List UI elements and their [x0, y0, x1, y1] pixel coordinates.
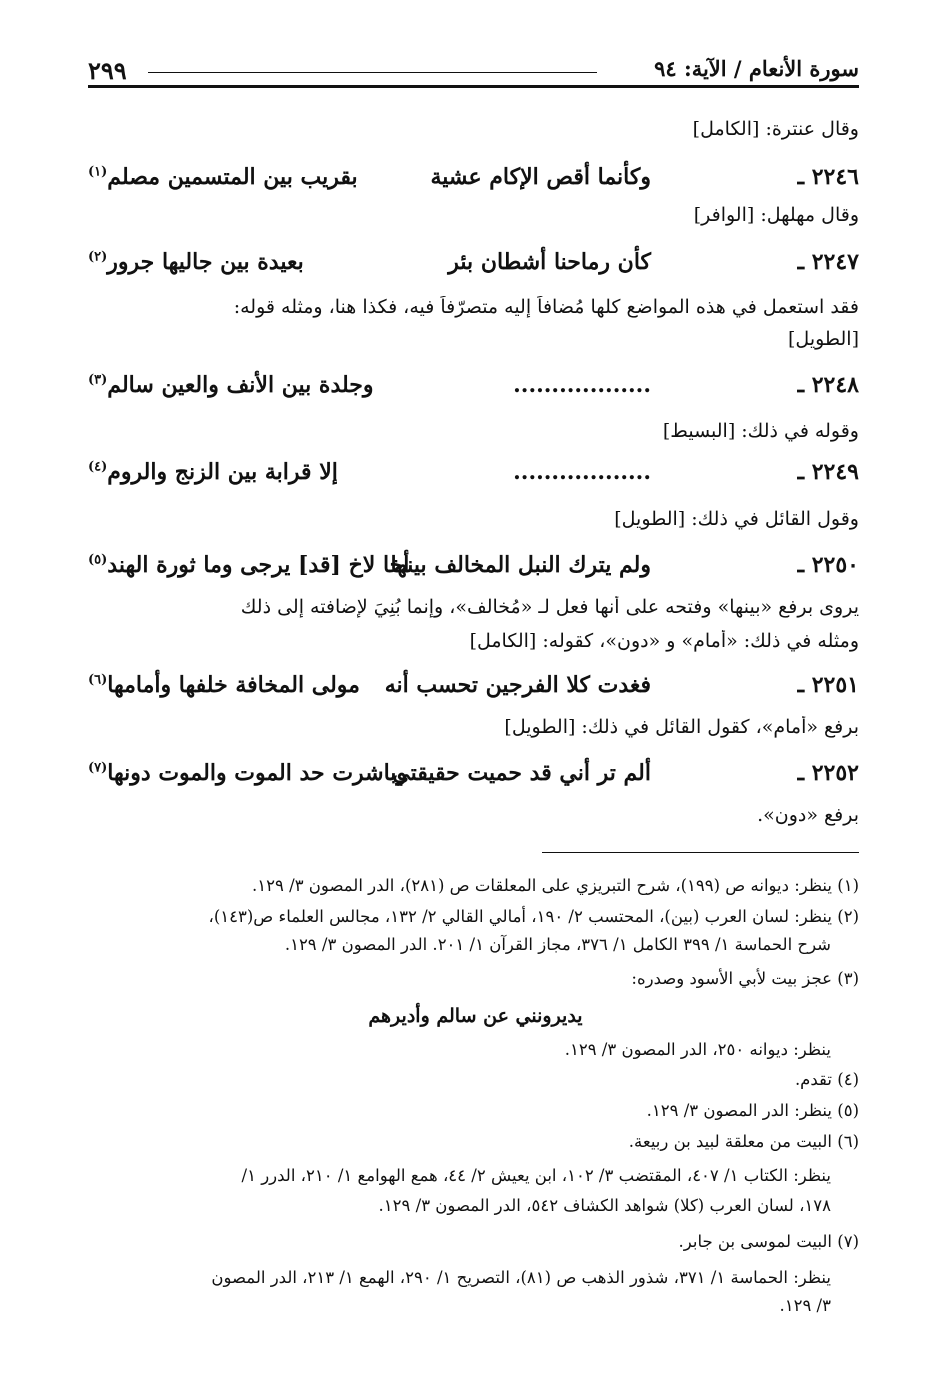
verse-second-hemistich — [88, 164, 358, 190]
page-number: ٢٩٩ — [88, 56, 127, 85]
verse-first-hemistich: ولم يترك النبل المخالف بينها — [390, 552, 651, 578]
footnote-marker: (٣) — [88, 372, 108, 388]
footnote-3-verse: يديرونني عن سالم وأديرهم — [368, 1005, 583, 1027]
header-title: سورة الأنعام / الآية: ٩٤ — [654, 56, 859, 81]
footnote-2: (٢) ينظر: لسان العرب (بين)، المحتسب ٢/ ١٩٠، أمالي القالي ٢/ ١٣٢، مجالس العلماء ص(١٤٣)، — [208, 907, 859, 926]
verse-first-hemistich: .................. — [513, 459, 651, 485]
verse-text: وجلدة بين الأنف والعين سالم — [107, 372, 374, 398]
footnote-3: (٣) عجز بيت لأبي الأسود وصدره: — [631, 969, 859, 988]
verse-number: ٢٢٤٨ ـ — [797, 372, 859, 398]
prose-line: برفع «أمام»، كقول القائل في ذلك: [الطويل] — [504, 716, 859, 738]
footnote-7: (٧) البيت لموسى بن جابر. — [678, 1232, 859, 1251]
verse-2247 — [88, 245, 859, 285]
footnote-marker: (٤) — [88, 459, 108, 475]
verse-second-hemistich — [88, 249, 304, 275]
prose-line: فقد استعمل في هذه المواضع كلها مُضافاً إليه متصرّفاً فيه، فكذا هنا، ومثله قوله: — [233, 296, 859, 318]
footnote-marker: (٥) — [88, 552, 108, 568]
verse-text: مولى المخافة خلفها وأمامها — [107, 672, 360, 698]
verse-first-hemistich: ألم تر أني قد حميت حقيقتي — [392, 760, 651, 786]
footnote-3-cont: ينظر: ديوانه ٢٥٠، الدر المصون ٣/ ١٢٩. — [564, 1040, 831, 1059]
verse-number: ٢٢٥١ ـ — [797, 672, 859, 698]
verse-first-hemistich: كأن رماحنا أشطان بئر — [448, 249, 651, 275]
verse-text: بقريب بين المتسمين مصلم — [107, 164, 358, 190]
footnote-6-cont: ينظر: الكتاب ١/ ٤٠٧، المقتضب ٣/ ١٠٢، ابن يعيش ٢/ ٤٤، همع الهوامع ١/ ٢١٠، الدرر ١/ — [241, 1166, 831, 1185]
prose-line: يروى برفع «بينها» وفتحه على أنها فعل لـ «مُخالف»، وإنما بُنِيَ لإضافته إلى ذلك — [240, 596, 859, 618]
verse-second-hemistich — [88, 552, 409, 578]
footnote-6-cont: ١٧٨، لسان العرب (كلا) شواهد الكشاف ٥٤٢، الدر المصون ٣/ ١٢٩. — [378, 1196, 831, 1215]
verse-text: بعيدة بين جاليها جرور — [107, 249, 304, 275]
verse-number: ٢٢٤٩ ـ — [797, 459, 859, 485]
header-rule — [88, 85, 859, 88]
verse-second-hemistich — [88, 760, 407, 786]
verse-number: ٢٢٥٠ ـ — [797, 552, 859, 578]
intro-line-2249: وقوله في ذلك: [البسيط] — [662, 420, 859, 442]
footnote-6: (٦) البيت من معلقة لبيد بن ربيعة. — [628, 1132, 859, 1151]
footnote-1: (١) ينظر: ديوانه ص (١٩٩)، شرح التبريزي على المعلقات ص (٢٨١)، الدر المصون ٣/ ١٢٩. — [252, 876, 859, 895]
prose-line: برفع «دون». — [757, 804, 859, 826]
verse-text: أخا لاخ [قد] يرجى وما ثورة الهند — [107, 552, 410, 578]
verse-2252 — [88, 756, 859, 796]
footnote-7-cont: ٣/ ١٢٩. — [779, 1296, 831, 1315]
verse-first-hemistich: فغدت كلا الفرجين تحسب أنه — [384, 672, 651, 698]
verse-first-hemistich: وكأنما أقص الإكام عشية — [430, 164, 651, 190]
verse-second-hemistich — [88, 372, 374, 398]
verse-number: ٢٢٤٦ ـ — [797, 164, 859, 190]
verse-second-hemistich — [88, 459, 338, 485]
footnote-2-cont: شرح الحماسة ١/ ٣٩٩ الكامل ١/ ٣٧٦، مجاز القرآن ١/ ٢٠١. الدر المصون ٣/ ١٢٩. — [284, 935, 831, 954]
verse-2250 — [88, 548, 859, 588]
verse-2251 — [88, 668, 859, 708]
intro-line-2246: وقال عنترة: [الكامل] — [692, 118, 859, 140]
intro-line-2247: وقال مهلهل: [الوافر] — [693, 204, 859, 226]
verse-number: ٢٢٤٧ ـ — [797, 249, 859, 275]
verse-first-hemistich: .................. — [513, 372, 651, 398]
footnote-4: (٤) تقدم. — [794, 1070, 859, 1089]
running-header — [88, 52, 859, 88]
prose-line: ومثله في ذلك: «أمام» و «دون»، كقوله: [الكامل] — [469, 630, 859, 652]
verse-2246 — [88, 160, 859, 200]
verse-text: وباشرت حد الموت والموت دونها — [107, 760, 408, 786]
verse-2248 — [88, 368, 859, 408]
verse-second-hemistich — [88, 672, 360, 698]
footnote-5: (٥) ينظر: الدر المصون ٣/ ١٢٩. — [646, 1101, 859, 1120]
footnote-marker: (٦) — [88, 672, 108, 688]
verse-text: إلا قرابة بين الزنج والروم — [107, 459, 338, 485]
footnote-separator — [542, 852, 859, 853]
footnote-marker: (٢) — [88, 249, 108, 265]
footnote-marker: (٧) — [88, 760, 108, 776]
footnote-marker: (١) — [88, 164, 108, 180]
verse-2249 — [88, 455, 859, 495]
intro-line-2250: وقول القائل في ذلك: [الطويل] — [614, 508, 859, 530]
footnote-7-cont: ينظر: الحماسة ١/ ٣٧١، شذور الذهب ص (٨١)، التصريح ١/ ٢٩٠، الهمع ١/ ٢١٣، الدر المصون — [211, 1268, 831, 1287]
header-dash-line — [148, 72, 597, 73]
prose-line: [الطويل] — [788, 328, 859, 350]
verse-number: ٢٢٥٢ ـ — [797, 760, 859, 786]
